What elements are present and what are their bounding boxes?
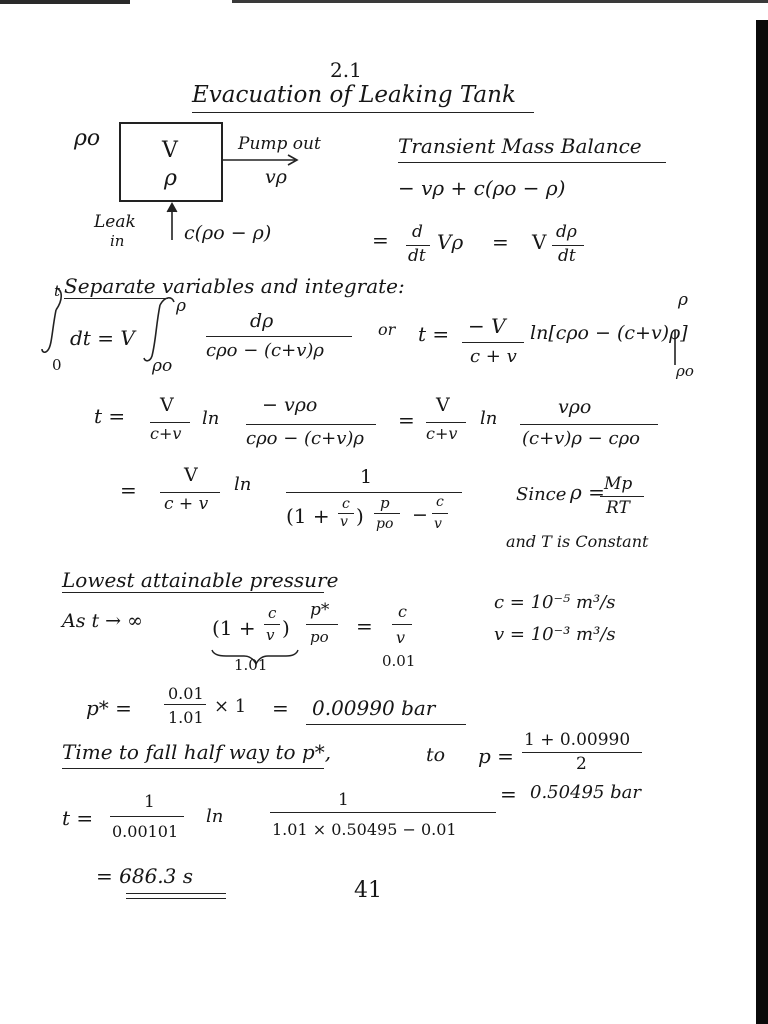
step2-ln1: ln (202, 408, 220, 429)
ln-expression: ln[cρo − (c+v)ρ] (530, 322, 688, 344)
separate-underline (64, 298, 168, 299)
step2-den1: cρo − (c+v)ρ (246, 428, 364, 449)
step3-cv: c + v (164, 494, 209, 514)
step3-den-b: ) (356, 504, 364, 528)
c-value: c = 10⁻⁵ m³/s (494, 592, 616, 613)
lowest-rhs-v: v (396, 628, 406, 647)
final-result-underline-1 (126, 893, 226, 894)
step2-v2: V (436, 394, 450, 416)
step2-cv2: c+v (426, 424, 458, 443)
half-heading: Time to fall half way to p*, (62, 740, 332, 764)
scan-edge-top-left (0, 0, 130, 4)
pstar-den: 1.01 (168, 708, 204, 727)
half-eq2: = (500, 782, 517, 806)
pump-flow: vρ (265, 166, 287, 188)
step2-num1: − vρo (262, 394, 318, 416)
rt: RT (606, 498, 630, 518)
step3-v: V (184, 464, 198, 486)
balance-vrho: Vρ (437, 230, 464, 254)
lowest-lhs-a: (1 + (212, 616, 256, 640)
mass-balance-underline (398, 162, 666, 163)
integral-left: dt = V (70, 326, 135, 350)
page-number: 41 (354, 878, 382, 903)
pump-label: Pump out (238, 134, 321, 154)
as-t-infinity: As t → ∞ (62, 610, 143, 632)
pstar-num: 0.01 (168, 684, 204, 703)
minus-v: − V (468, 314, 506, 338)
half-to: to (426, 744, 446, 766)
balance-v: V (532, 230, 547, 254)
t-eq: t = (418, 322, 450, 346)
integral-sign-2 (144, 298, 174, 361)
pstar-times: × 1 (214, 696, 247, 717)
final-result-underline-2 (126, 898, 226, 899)
eval-upper: ρ (678, 290, 688, 310)
c-plus-v: c + v (470, 346, 517, 367)
half-p-eq: p = (478, 744, 514, 768)
final-result: = 686.3 s (96, 864, 193, 888)
step3-den-v: v (340, 514, 348, 530)
lowest-heading: Lowest attainable pressure (62, 568, 339, 592)
page-title: Evacuation of Leaking Tank (192, 82, 516, 108)
integral-upper-t: t (54, 282, 61, 300)
balance-d: d (412, 222, 423, 242)
v-value: v = 10⁻³ m³/s (494, 624, 616, 645)
step2-v1: V (160, 394, 174, 416)
lowest-rhs-c: c (398, 602, 407, 621)
step3-den-v2: v (434, 516, 442, 532)
step3-eq: = (120, 478, 137, 502)
step3-den-c: c (342, 496, 350, 512)
integral-den: cρo − (c+v)ρ (206, 340, 324, 361)
scan-edge-top (232, 0, 768, 3)
outside-density: ρo (74, 126, 101, 151)
final-num1: 1 (144, 792, 155, 812)
step2-t-eq: t = (94, 404, 126, 428)
leak-flow: c(ρo − ρ) (184, 222, 272, 244)
step2-den2: (c+v)ρ − cρo (522, 428, 640, 449)
lowest-underline (62, 592, 324, 593)
lowest-pstar: p* (310, 600, 330, 620)
balance-dt2: dt (558, 246, 576, 266)
balance-line-1: − vρ + c(ρo − ρ) (398, 176, 566, 200)
since-word: Since (516, 484, 567, 505)
step2-ln2: ln (480, 408, 498, 429)
lowest-lhs-c: c (268, 604, 277, 622)
final-den2: 1.01 × 0.50495 − 0.01 (272, 820, 457, 839)
lowest-eq: = (356, 614, 373, 638)
half-num: 1 + 0.00990 (524, 730, 631, 750)
final-num2: 1 (338, 790, 349, 810)
section-number: 2.1 (330, 58, 362, 82)
leak-label: Leak (94, 212, 136, 232)
step3-num: 1 (360, 466, 373, 488)
half-den: 2 (576, 754, 587, 774)
t-constant: and T is Constant (506, 532, 649, 551)
final-ln: ln (206, 806, 224, 827)
step3-den-c2: c (436, 494, 444, 510)
integral-upper-rho: ρ (176, 296, 186, 316)
step3-ln: ln (234, 474, 252, 495)
mp: Mp (604, 474, 633, 494)
mass-balance-heading: Transient Mass Balance (398, 134, 642, 158)
balance-dt: dt (408, 246, 426, 266)
balance-eq2: = (492, 230, 509, 254)
eval-lower: ρo (676, 362, 694, 380)
integral-num: dρ (250, 310, 274, 332)
step3-den-p: p (380, 494, 390, 512)
step3-den-p0: po (376, 516, 394, 532)
lowest-lhs-b: ) (282, 616, 290, 640)
step2-num2: vρo (558, 396, 592, 418)
step2-eq: = (398, 408, 415, 432)
pstar-lhs: p* = (86, 696, 132, 720)
scan-edge-right (756, 20, 768, 1024)
final-den1: 0.00101 (112, 822, 179, 841)
step3-den-minus: − (412, 504, 428, 526)
integral-lower-0: 0 (52, 356, 62, 374)
pstar-result: 0.00990 bar (312, 696, 436, 720)
underbrace-value-1: 1.01 (234, 656, 268, 674)
title-underline (192, 112, 534, 113)
tank-volume: V (162, 138, 178, 163)
separate-heading: Separate variables and integrate: (64, 274, 405, 298)
integral-lower-rho0: ρo (152, 356, 173, 376)
tank-density: ρ (164, 166, 177, 191)
balance-drho: dρ (556, 222, 577, 242)
underbrace-value-2: 0.01 (382, 652, 416, 670)
pstar-eq: = (272, 696, 289, 720)
lowest-lhs-v: v (266, 626, 275, 644)
rho-eq: ρ = (570, 480, 605, 504)
step2-cv1: c+v (150, 424, 182, 443)
pstar-result-underline (306, 724, 466, 725)
balance-eq: = (372, 228, 389, 252)
half-value: 0.50495 bar (530, 782, 642, 803)
leak-label-in: in (110, 232, 125, 250)
or-word: or (378, 320, 396, 339)
half-underline (62, 768, 324, 769)
step3-den-a: (1 + (286, 504, 330, 528)
final-t-eq: t = (62, 806, 94, 830)
lowest-p0: po (310, 628, 329, 646)
